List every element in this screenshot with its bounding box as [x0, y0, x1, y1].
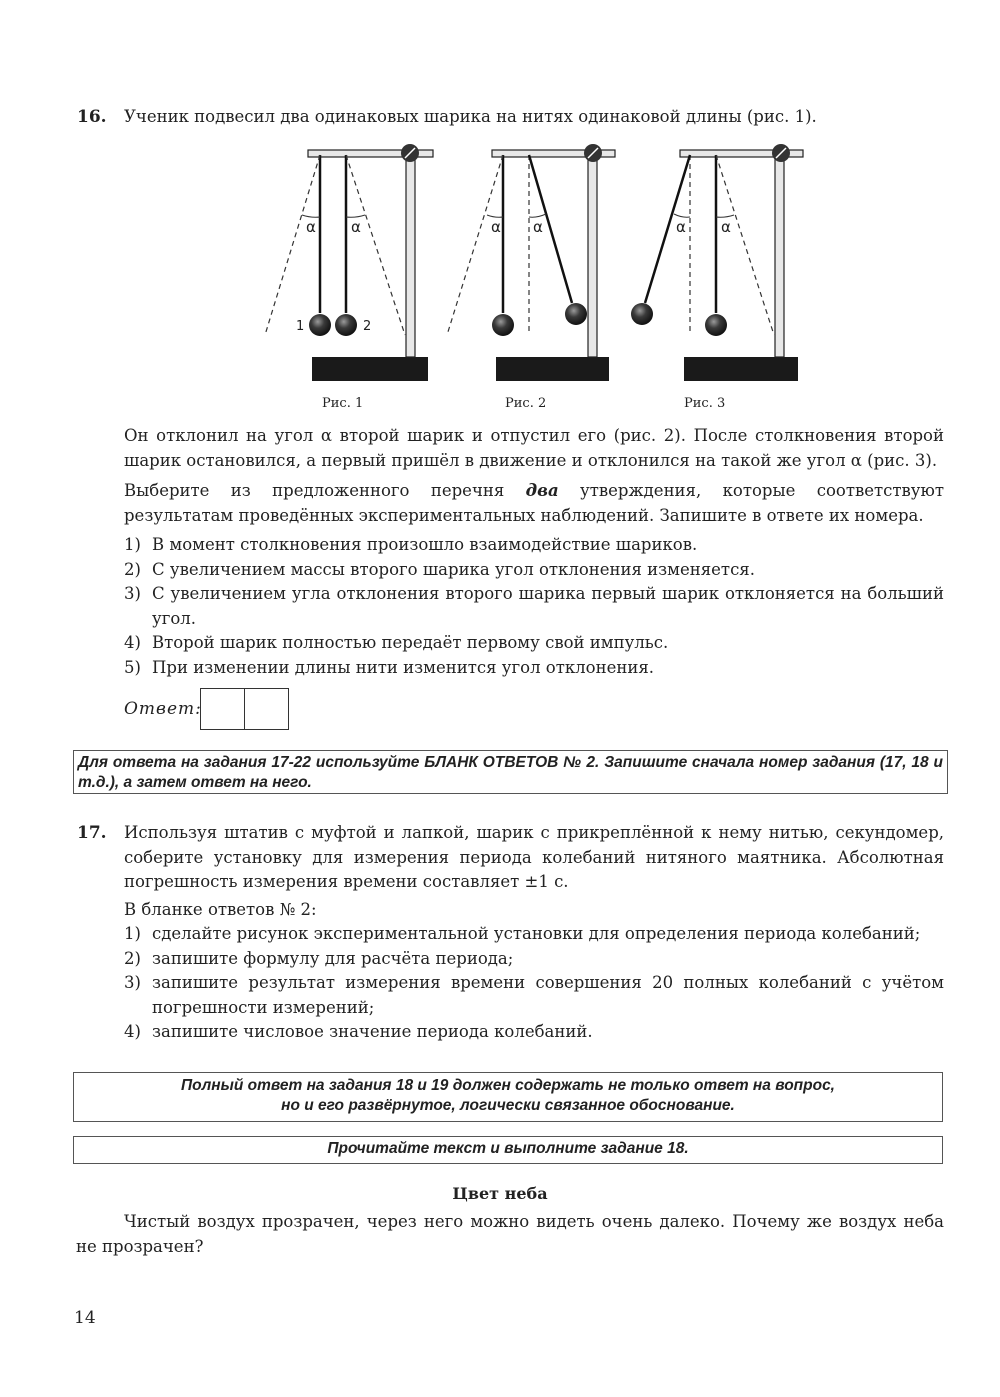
option-3: 3) С увеличением угла отклонения второго шарика первый шарик отклоняется на больший угол.: [124, 584, 944, 628]
ball-2: [705, 314, 727, 336]
question-16-para2: Выберите из предложенного перечня два утверждения, которые соответствуют результатам проведённых экспериментальных наблюдений. Запишите в ответе их номера.: [124, 481, 944, 525]
angle-label: α: [491, 218, 501, 236]
figure-caption-3: Рис. 3: [684, 396, 726, 411]
question-16-para1: Он отклонил на угол α второй шарик и отпустил его (рис. 2). После столкновения второй шарик остановился, а первый пришёл в движение и отклонился на такой же угол α (рис. 3).: [124, 426, 944, 470]
question-16-intro: Ученик подвесил два одинаковых шарика на нитях одинаковой длины (рис. 1).: [124, 107, 817, 126]
dash-1b: [346, 155, 405, 335]
question-17-items: [124, 922, 944, 1045]
angle-label: α: [533, 218, 543, 236]
question-17-lead: В бланке ответов № 2:: [124, 900, 317, 919]
ball-label-2: 2: [363, 319, 372, 334]
ball-1: [492, 314, 514, 336]
instruction-box-18-19: Полный ответ на задания 18 и 19 должен содержать не только ответ на вопрос, но и его развёрнутое, логически связанное обоснование.: [73, 1072, 943, 1122]
item-3: 3) запишите результат измерения времени совершения 20 полных колебаний с учётом погрешности измерений;: [124, 973, 944, 1017]
figure-caption-1: Рис. 1: [322, 396, 364, 411]
option-4: 4) Второй шарик полностью передаёт первому свой импульс.: [124, 633, 669, 652]
instruction-box-read: Прочитайте текст и выполните задание 18.: [73, 1136, 943, 1164]
figure-1: [265, 144, 433, 381]
question-17-number: 17.: [77, 823, 107, 843]
stand-base-1: [312, 357, 428, 381]
item-2: 2) запишите формулу для расчёта периода;: [124, 948, 514, 968]
dash-2a: [447, 155, 503, 335]
page-number: 14: [74, 1308, 96, 1328]
option-1: 1) В момент столкновения произошло взаимодействие шариков.: [124, 535, 698, 554]
item-1: 1) сделайте рисунок экспериментальной установки для определения периода колебаний;: [124, 924, 921, 943]
stand-rod-1: [406, 155, 415, 357]
angle-label: α: [351, 218, 361, 236]
stand-rod-2: [588, 155, 597, 357]
option-2: 2) С увеличением массы второго шарика угол отклонения изменяется.: [124, 559, 755, 579]
angle-label: α: [306, 218, 316, 236]
ball-1: [631, 303, 653, 325]
stand-rod-3: [775, 155, 784, 357]
dash-1a: [265, 155, 320, 335]
stand-base-3: [684, 357, 798, 381]
option-5: 5) При изменении длины нити изменится угол отклонения.: [124, 657, 654, 677]
ball-label-1: 1: [296, 319, 305, 334]
item-4: 4) запишите числовое значение периода колебаний.: [124, 1022, 593, 1041]
ball-2: [335, 314, 357, 336]
answer-label: Ответ:: [124, 699, 202, 719]
question-17-intro: Используя штатив с муфтой и лапкой, шарик с прикреплённой к нему нитью, секундомер, соберите установку для измерения периода колебаний нитяного маятника. Абсолютная погрешность измерения времени составляет ±1 с.: [124, 823, 944, 891]
stand-base-2: [496, 357, 609, 381]
ball-1: [309, 314, 331, 336]
ball-2: [565, 303, 587, 325]
angle-label: α: [676, 218, 686, 236]
question-16-number: 16.: [77, 107, 107, 127]
answer-cell-1[interactable]: [200, 688, 245, 730]
instruction-box-17-22: Для ответа на задания 17-22 используйте БЛАНК ОТВЕТОВ № 2. Запишите сначала номер задания (17, 18 и т.д.), а затем ответ на него.: [73, 750, 948, 794]
emphasis-two: два: [525, 481, 559, 500]
figure-3: [631, 144, 803, 381]
figure-2: [447, 144, 615, 381]
reading-title: Цвет неба: [452, 1184, 548, 1203]
angle-label: α: [721, 218, 731, 236]
figure-caption-2: Рис. 2: [505, 396, 547, 411]
dash-3b: [716, 155, 774, 335]
question-16-options: [124, 533, 944, 680]
reading-text: Чистый воздух прозрачен, через него можно видеть очень далеко. Почему же воздух неба не прозрачен?: [76, 1212, 944, 1256]
pendulum-figure: [250, 135, 810, 420]
answer-cell-2[interactable]: [244, 688, 289, 730]
